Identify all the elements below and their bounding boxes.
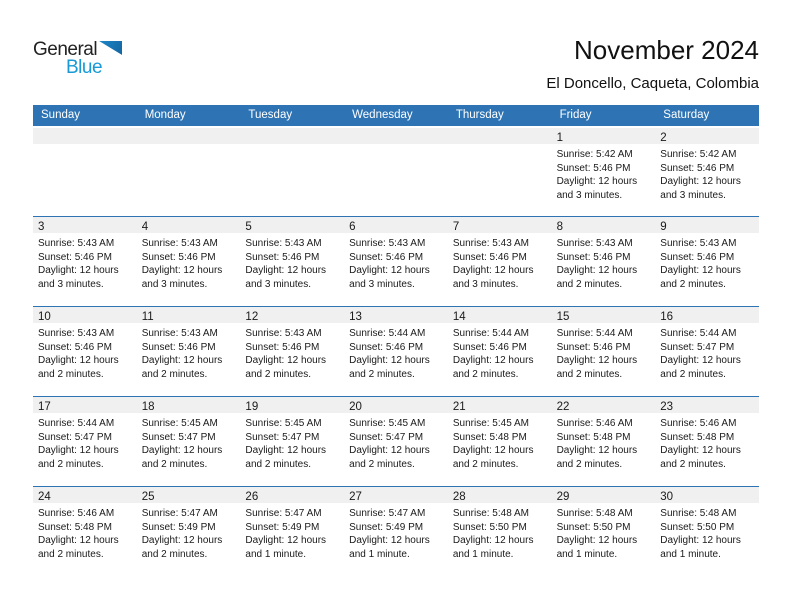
day-number-band xyxy=(448,217,552,233)
weekday-header-sunday: Sunday xyxy=(41,109,81,121)
day-detail-line: and 2 minutes. xyxy=(245,458,312,470)
day-cell xyxy=(448,397,552,486)
day-number-band xyxy=(33,128,137,144)
day-detail-line: Sunset: 5:46 PM xyxy=(660,251,735,263)
day-detail-line: Sunset: 5:46 PM xyxy=(349,341,424,353)
day-detail-line: Daylight: 12 hours xyxy=(556,535,638,546)
day-number: 3 xyxy=(38,221,45,233)
day-number: 27 xyxy=(349,491,362,503)
day-detail-line: and 2 minutes. xyxy=(556,278,623,290)
day-detail-line: Sunrise: 5:43 AM xyxy=(245,238,322,249)
day-details xyxy=(344,323,448,381)
day-details xyxy=(655,413,759,471)
day-number-band xyxy=(552,128,656,144)
day-detail-line: and 2 minutes. xyxy=(38,548,104,560)
day-number-band xyxy=(448,128,552,144)
day-detail-line: Sunset: 5:46 PM xyxy=(141,251,216,263)
day-detail-line: Sunset: 5:47 PM xyxy=(245,431,320,443)
empty-day-cell xyxy=(33,128,137,216)
day-cell xyxy=(137,217,241,306)
day-number: 8 xyxy=(556,221,563,233)
day-cell xyxy=(137,487,241,576)
day-detail-line: Sunrise: 5:44 AM xyxy=(38,418,115,429)
day-number: 13 xyxy=(349,311,362,323)
day-detail-line: Daylight: 12 hours xyxy=(38,355,119,366)
day-number-band xyxy=(240,307,344,323)
day-number-band xyxy=(344,128,448,144)
day-detail-line: Sunset: 5:47 PM xyxy=(349,431,424,443)
day-detail-line: Sunrise: 5:44 AM xyxy=(452,328,529,339)
day-detail-line: Sunset: 5:49 PM xyxy=(349,521,424,533)
day-detail-line: and 2 minutes. xyxy=(141,458,208,470)
page-subtitle: El Doncello, Caqueta, Colombia xyxy=(546,75,759,92)
day-detail-line: and 2 minutes. xyxy=(452,458,519,470)
day-detail-line: and 1 minute. xyxy=(452,548,514,560)
day-detail-line: Daylight: 12 hours xyxy=(141,355,223,366)
day-detail-line: Sunset: 5:46 PM xyxy=(141,341,216,353)
day-details xyxy=(240,413,344,471)
week-row xyxy=(33,486,759,576)
weekday-header-saturday: Saturday xyxy=(663,109,710,121)
day-detail-line: Sunrise: 5:44 AM xyxy=(660,328,737,339)
day-detail-line: Daylight: 12 hours xyxy=(349,535,430,546)
day-number: 7 xyxy=(452,221,460,233)
day-detail-line: and 1 minute. xyxy=(245,548,307,560)
logo-word-blue: Blue xyxy=(66,57,103,78)
day-number: 15 xyxy=(556,311,570,323)
day-number-band xyxy=(344,397,448,413)
day-number: 12 xyxy=(245,311,259,323)
day-number-band xyxy=(655,217,759,233)
day-detail-line: Sunrise: 5:47 AM xyxy=(349,508,426,519)
day-details xyxy=(552,233,656,291)
day-number: 26 xyxy=(245,491,259,503)
day-number-band xyxy=(448,307,552,323)
day-number: 30 xyxy=(660,491,674,503)
day-details xyxy=(552,323,656,381)
day-detail-line: Sunset: 5:46 PM xyxy=(452,341,527,353)
day-detail-line: and 2 minutes. xyxy=(245,368,312,380)
week-row xyxy=(33,306,759,396)
weekday-header-friday: Friday xyxy=(559,109,592,121)
day-detail-line: and 3 minutes. xyxy=(245,278,312,290)
day-details xyxy=(240,233,344,291)
day-details xyxy=(137,233,241,291)
day-number-band xyxy=(33,217,137,233)
empty-day-cell xyxy=(137,128,241,216)
day-detail-line: Sunset: 5:50 PM xyxy=(452,521,527,533)
day-detail-line: Sunrise: 5:45 AM xyxy=(141,418,218,429)
day-number: 4 xyxy=(141,221,149,233)
day-detail-line: and 2 minutes. xyxy=(452,368,519,380)
day-number-band xyxy=(655,487,759,503)
day-number: 23 xyxy=(660,401,674,413)
page-title: November 2024 xyxy=(574,35,759,65)
day-cell xyxy=(240,217,344,306)
weekday-header-row xyxy=(33,105,759,126)
day-cell xyxy=(448,487,552,576)
empty-day-cell xyxy=(240,128,344,216)
day-detail-line: Sunset: 5:50 PM xyxy=(660,521,735,533)
day-cell xyxy=(344,307,448,396)
day-detail-line: and 1 minute. xyxy=(660,548,721,560)
day-detail-line: Sunset: 5:46 PM xyxy=(38,341,112,353)
day-detail-line: Sunrise: 5:44 AM xyxy=(349,328,426,339)
day-detail-line: and 3 minutes. xyxy=(141,278,208,290)
day-detail-line: Sunset: 5:48 PM xyxy=(452,431,527,443)
day-details xyxy=(552,413,656,471)
day-number-band xyxy=(240,487,344,503)
day-details xyxy=(448,144,552,148)
day-number-band xyxy=(448,487,552,503)
day-details xyxy=(448,233,552,291)
day-details xyxy=(240,503,344,561)
day-detail-line: Daylight: 12 hours xyxy=(141,535,223,546)
day-detail-line: Daylight: 12 hours xyxy=(141,265,223,276)
day-detail-line: Sunset: 5:46 PM xyxy=(556,341,631,353)
day-number-band xyxy=(33,397,137,413)
day-details xyxy=(240,144,344,148)
day-detail-line: Sunrise: 5:46 AM xyxy=(38,508,115,519)
day-cell xyxy=(448,307,552,396)
day-cell xyxy=(33,397,137,486)
day-number-band xyxy=(552,487,656,503)
day-detail-line: Sunrise: 5:48 AM xyxy=(452,508,529,519)
day-cell xyxy=(344,217,448,306)
day-cell xyxy=(344,487,448,576)
day-number-band xyxy=(655,128,759,144)
day-details xyxy=(33,144,137,148)
day-detail-line: Sunset: 5:46 PM xyxy=(660,162,735,174)
day-number-band xyxy=(448,397,552,413)
day-details xyxy=(655,233,759,291)
day-number: 22 xyxy=(556,401,570,413)
day-detail-line: Daylight: 12 hours xyxy=(660,265,741,276)
logo-triangle-icon xyxy=(99,41,122,55)
day-detail-line: Daylight: 12 hours xyxy=(349,355,430,366)
day-number-band xyxy=(240,397,344,413)
day-detail-line: and 2 minutes. xyxy=(556,458,623,470)
day-number-band xyxy=(33,487,137,503)
calendar xyxy=(33,105,759,576)
day-cell xyxy=(33,487,137,576)
week-row xyxy=(33,126,759,216)
day-detail-line: Daylight: 12 hours xyxy=(660,176,741,187)
day-details xyxy=(448,413,552,471)
day-detail-line: and 2 minutes. xyxy=(38,458,104,470)
day-details xyxy=(552,144,656,202)
day-details xyxy=(655,503,759,561)
day-detail-line: Sunset: 5:48 PM xyxy=(38,521,112,533)
day-cell xyxy=(137,307,241,396)
day-cell xyxy=(655,217,759,306)
weekday-header-tuesday: Tuesday xyxy=(248,109,293,121)
day-detail-line: Sunset: 5:50 PM xyxy=(556,521,631,533)
day-detail-line: Daylight: 12 hours xyxy=(556,265,638,276)
day-detail-line: Daylight: 12 hours xyxy=(556,176,638,187)
day-detail-line: Sunset: 5:46 PM xyxy=(349,251,424,263)
day-cell xyxy=(240,487,344,576)
day-details xyxy=(448,503,552,561)
day-detail-line: Sunrise: 5:47 AM xyxy=(245,508,322,519)
day-number-band xyxy=(33,307,137,323)
day-number: 11 xyxy=(141,311,154,323)
day-detail-line: Daylight: 12 hours xyxy=(245,265,327,276)
day-detail-line: Daylight: 12 hours xyxy=(349,265,430,276)
day-details xyxy=(448,323,552,381)
day-cell xyxy=(448,217,552,306)
day-detail-line: Daylight: 12 hours xyxy=(38,445,119,456)
day-cell xyxy=(552,217,656,306)
day-detail-line: Sunrise: 5:43 AM xyxy=(349,238,426,249)
day-cell xyxy=(552,397,656,486)
day-cell xyxy=(655,397,759,486)
day-detail-line: Sunset: 5:46 PM xyxy=(556,251,631,263)
day-details xyxy=(655,144,759,202)
day-detail-line: Sunrise: 5:42 AM xyxy=(556,149,633,160)
day-detail-line: Sunset: 5:48 PM xyxy=(556,431,631,443)
day-cell xyxy=(33,307,137,396)
weekday-header-thursday: Thursday xyxy=(455,109,504,121)
day-detail-line: and 2 minutes. xyxy=(349,368,415,380)
day-detail-line: Sunrise: 5:48 AM xyxy=(660,508,737,519)
day-detail-line: and 2 minutes. xyxy=(660,458,726,470)
day-detail-line: Daylight: 12 hours xyxy=(245,445,327,456)
day-number: 20 xyxy=(349,401,362,413)
day-detail-line: and 3 minutes. xyxy=(349,278,415,290)
general-blue-logo xyxy=(33,40,143,76)
day-detail-line: Daylight: 12 hours xyxy=(660,445,741,456)
day-detail-line: Sunrise: 5:46 AM xyxy=(556,418,633,429)
day-detail-line: Daylight: 12 hours xyxy=(141,445,223,456)
day-detail-line: Sunrise: 5:45 AM xyxy=(245,418,322,429)
day-number: 29 xyxy=(556,491,570,503)
day-detail-line: Daylight: 12 hours xyxy=(556,445,638,456)
day-detail-line: Sunset: 5:46 PM xyxy=(245,341,320,353)
day-details xyxy=(655,323,759,381)
day-detail-line: and 2 minutes. xyxy=(141,368,208,380)
day-number: 16 xyxy=(660,311,674,323)
day-details xyxy=(552,503,656,561)
day-detail-line: Daylight: 12 hours xyxy=(349,445,430,456)
day-details xyxy=(137,413,241,471)
day-detail-line: and 2 minutes. xyxy=(349,458,415,470)
day-details xyxy=(344,503,448,561)
day-details xyxy=(344,233,448,291)
day-detail-line: Sunset: 5:46 PM xyxy=(245,251,320,263)
day-detail-line: Daylight: 12 hours xyxy=(452,265,534,276)
day-cell xyxy=(552,487,656,576)
day-detail-line: Sunrise: 5:48 AM xyxy=(556,508,633,519)
day-detail-line: Daylight: 12 hours xyxy=(245,355,327,366)
day-detail-line: Sunrise: 5:44 AM xyxy=(556,328,633,339)
day-detail-line: and 2 minutes. xyxy=(556,368,623,380)
day-cell xyxy=(655,128,759,216)
day-cell xyxy=(552,307,656,396)
day-detail-line: and 3 minutes. xyxy=(556,189,623,201)
day-detail-line: Sunset: 5:46 PM xyxy=(452,251,527,263)
day-detail-line: Daylight: 12 hours xyxy=(660,355,741,366)
weekday-header-monday: Monday xyxy=(144,109,186,121)
day-detail-line: and 2 minutes. xyxy=(38,368,104,380)
empty-day-cell xyxy=(344,128,448,216)
day-detail-line: Sunset: 5:47 PM xyxy=(141,431,216,443)
day-number-band xyxy=(137,307,241,323)
day-detail-line: Sunset: 5:46 PM xyxy=(556,162,631,174)
day-details xyxy=(137,323,241,381)
day-number: 10 xyxy=(38,311,51,323)
day-number: 9 xyxy=(660,221,667,233)
day-details xyxy=(33,233,137,291)
day-detail-line: Sunrise: 5:47 AM xyxy=(141,508,218,519)
day-cell xyxy=(552,128,656,216)
day-number-band xyxy=(240,217,344,233)
day-cell xyxy=(655,487,759,576)
day-number: 1 xyxy=(556,132,563,144)
day-number: 19 xyxy=(245,401,259,413)
day-detail-line: and 3 minutes. xyxy=(660,189,726,201)
day-detail-line: Sunrise: 5:43 AM xyxy=(660,238,737,249)
day-detail-line: and 2 minutes. xyxy=(660,278,726,290)
day-detail-line: Daylight: 12 hours xyxy=(452,445,534,456)
day-detail-line: Daylight: 12 hours xyxy=(452,535,534,546)
day-details xyxy=(33,323,137,381)
day-number-band xyxy=(655,307,759,323)
day-details xyxy=(240,323,344,381)
day-cell xyxy=(33,217,137,306)
day-detail-line: and 1 minute. xyxy=(349,548,410,560)
day-number: 17 xyxy=(38,401,51,413)
day-detail-line: Sunrise: 5:43 AM xyxy=(38,238,115,249)
day-details xyxy=(137,503,241,561)
day-number: 21 xyxy=(452,401,466,413)
day-detail-line: and 3 minutes. xyxy=(452,278,519,290)
day-details xyxy=(344,413,448,471)
day-number: 5 xyxy=(245,221,252,233)
day-number: 24 xyxy=(38,491,51,503)
day-detail-line: and 2 minutes. xyxy=(660,368,726,380)
day-detail-line: Sunrise: 5:43 AM xyxy=(245,328,322,339)
day-detail-line: Sunrise: 5:45 AM xyxy=(349,418,426,429)
day-cell xyxy=(240,307,344,396)
day-detail-line: Daylight: 12 hours xyxy=(660,535,741,546)
day-detail-line: Sunrise: 5:43 AM xyxy=(38,328,115,339)
day-number-band xyxy=(344,217,448,233)
day-details xyxy=(344,144,448,148)
day-detail-line: Sunset: 5:46 PM xyxy=(38,251,112,263)
day-number-band xyxy=(552,217,656,233)
day-detail-line: Sunrise: 5:43 AM xyxy=(141,328,218,339)
day-detail-line: and 2 minutes. xyxy=(141,548,208,560)
empty-day-cell xyxy=(448,128,552,216)
day-number: 25 xyxy=(141,491,155,503)
day-number-band xyxy=(344,307,448,323)
weekday-header-wednesday: Wednesday xyxy=(352,109,413,121)
day-detail-line: Sunset: 5:47 PM xyxy=(660,341,735,353)
day-details xyxy=(137,144,241,148)
day-detail-line: Daylight: 12 hours xyxy=(556,355,638,366)
week-row xyxy=(33,216,759,306)
calendar-weeks xyxy=(33,126,759,576)
day-number-band xyxy=(137,487,241,503)
day-detail-line: Sunset: 5:48 PM xyxy=(660,431,735,443)
day-detail-line: Sunset: 5:49 PM xyxy=(245,521,320,533)
day-detail-line: and 1 minute. xyxy=(556,548,618,560)
day-detail-line: Sunrise: 5:43 AM xyxy=(556,238,633,249)
day-detail-line: Daylight: 12 hours xyxy=(245,535,327,546)
day-cell xyxy=(655,307,759,396)
day-detail-line: and 3 minutes. xyxy=(38,278,104,290)
day-detail-line: Sunrise: 5:42 AM xyxy=(660,149,737,160)
day-detail-line: Daylight: 12 hours xyxy=(38,535,119,546)
day-number-band xyxy=(137,217,241,233)
day-detail-line: Sunset: 5:49 PM xyxy=(141,521,216,533)
day-number: 2 xyxy=(660,132,667,144)
day-number-band xyxy=(552,397,656,413)
logo-word-general: General xyxy=(33,39,98,60)
day-number-band xyxy=(655,397,759,413)
day-detail-line: Sunrise: 5:43 AM xyxy=(452,238,529,249)
day-cell xyxy=(344,397,448,486)
day-detail-line: Sunrise: 5:46 AM xyxy=(660,418,737,429)
day-number-band xyxy=(552,307,656,323)
day-detail-line: Sunset: 5:47 PM xyxy=(38,431,112,443)
day-number: 14 xyxy=(452,311,466,323)
day-number-band xyxy=(344,487,448,503)
day-number: 18 xyxy=(141,401,155,413)
day-number: 28 xyxy=(452,491,466,503)
day-detail-line: Daylight: 12 hours xyxy=(452,355,534,366)
day-number-band xyxy=(137,397,241,413)
day-details xyxy=(33,503,137,561)
day-detail-line: Sunrise: 5:45 AM xyxy=(452,418,529,429)
week-row xyxy=(33,396,759,486)
day-detail-line: Daylight: 12 hours xyxy=(38,265,119,276)
day-cell xyxy=(240,397,344,486)
day-cell xyxy=(137,397,241,486)
day-number: 6 xyxy=(349,221,356,233)
day-detail-line: Sunrise: 5:43 AM xyxy=(141,238,218,249)
day-number-band xyxy=(137,128,241,144)
day-number-band xyxy=(240,128,344,144)
title-block xyxy=(546,36,759,92)
day-details xyxy=(33,413,137,471)
